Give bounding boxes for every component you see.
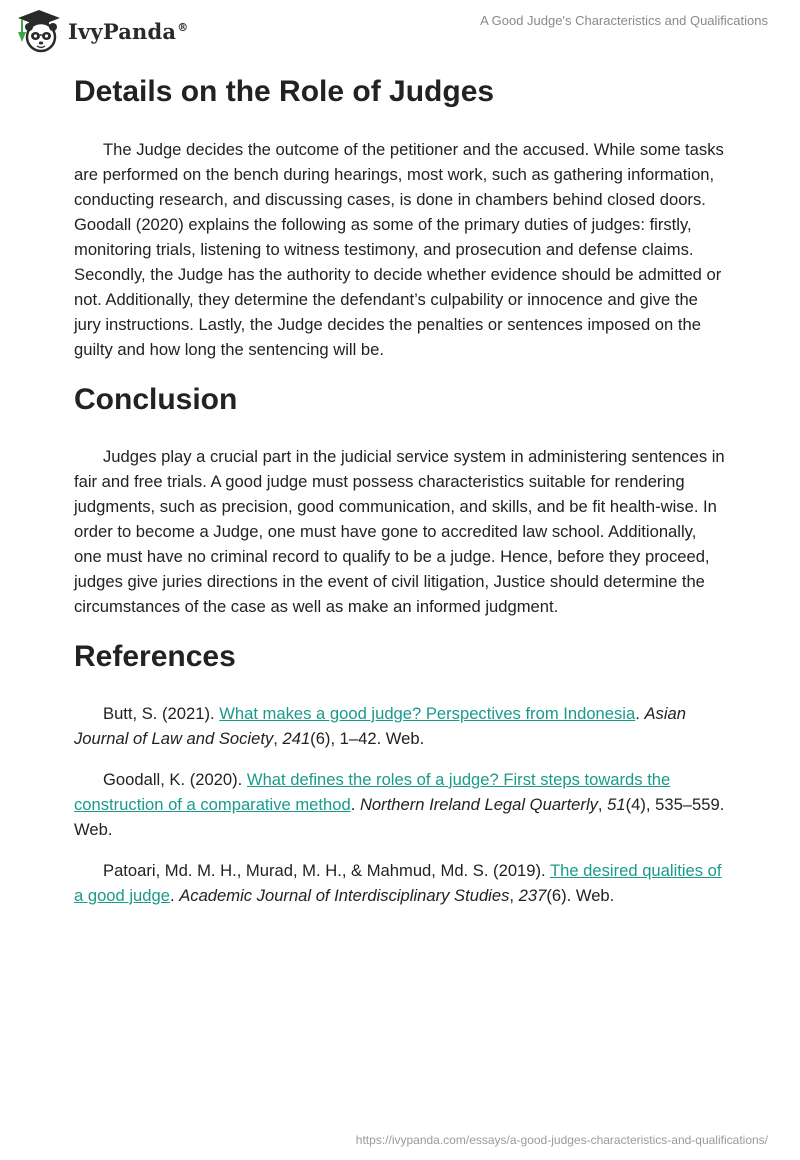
heading-conclusion: Conclusion: [74, 383, 238, 416]
reference-link[interactable]: The desired qualities of a good judge: [74, 861, 722, 905]
essay-content: [74, 74, 726, 924]
logo-wordmark: IvyPanda®: [68, 18, 189, 44]
reference-link[interactable]: What defines the roles of a judge? First steps towards the construction of a comparative method: [74, 770, 671, 814]
journal-volume: 237: [518, 886, 547, 905]
reference-link[interactable]: What makes a good judge? Perspectives from Indonesia: [219, 704, 636, 723]
page-header: [0, 0, 800, 60]
heading-references: References: [74, 640, 236, 673]
journal-volume: 241: [282, 729, 311, 748]
heading-role-of-judges: Details on the Role of Judges: [74, 75, 495, 108]
ivypanda-logo[interactable]: [16, 8, 188, 54]
reference-item: Goodall, K. (2020). What defines the roles of a judge? First steps towards the construction of a comparative method. Northern Ireland Legal Quarterly, 51(4), 535–559. Web.: [74, 770, 725, 839]
paragraph-conclusion: Judges play a crucial part in the judicial service system in administering sentences in fair and free trials. A good judge must possess characteristics suitable for rendering judgments, such as precision, good communication, and skills, and be fit health-wise. In order to become a Judge, one must have gone to accredited law school. Additionally, one must have no criminal record to qualify to be a judge. Hence, before they proceed, judges give juries directions in the event of civil litigation, Justice should determine the circumstances of the case as well as make an informed judgment.: [74, 447, 725, 616]
journal-volume: 51: [607, 795, 626, 814]
reference-item: Patoari, Md. M. H., Murad, M. H., & Mahmud, Md. S. (2019). The desired qualities of a good judge. Academic Journal of Interdisciplinary Studies, 237(6). Web.: [74, 861, 722, 905]
journal-name: Northern Ireland Legal Quarterly: [359, 795, 598, 814]
document-title: A Good Judge's Characteristics and Qualifications: [480, 13, 768, 28]
journal-name: Asian Journal of Law and Society: [74, 704, 686, 748]
reference-list: [74, 701, 726, 908]
footer-source-url[interactable]: https://ivypanda.com/essays/a-good-judges-characteristics-and-qualifications/: [355, 1133, 768, 1147]
reference-item: Butt, S. (2021). What makes a good judge? Perspectives from Indonesia. Asian Journal of Law and Society, 241(6), 1–42. Web.: [74, 704, 686, 748]
panda-graduation-cap-icon: [16, 8, 62, 54]
journal-name: Academic Journal of Interdisciplinary Studies: [179, 886, 510, 905]
paragraph-role-of-judges: The Judge decides the outcome of the petitioner and the accused. While some tasks are performed on the bench during hearings, most work, such as gathering information, conducting research, and discussing cases, is done in chambers behind closed doors. Goodall (2020) explains the following as some of the primary duties of judges: firstly, monitoring trials, listening to witness testimony, and prosecution and defense claims. Secondly, the Judge has the authority to decide whether evidence should be admitted or not. Additionally, they determine the defendant’s culpability or innocence and give the jury instructions. Lastly, the Judge decides the penalties or sentences imposed on the guilty and how long the sentencing will be.: [74, 140, 724, 359]
